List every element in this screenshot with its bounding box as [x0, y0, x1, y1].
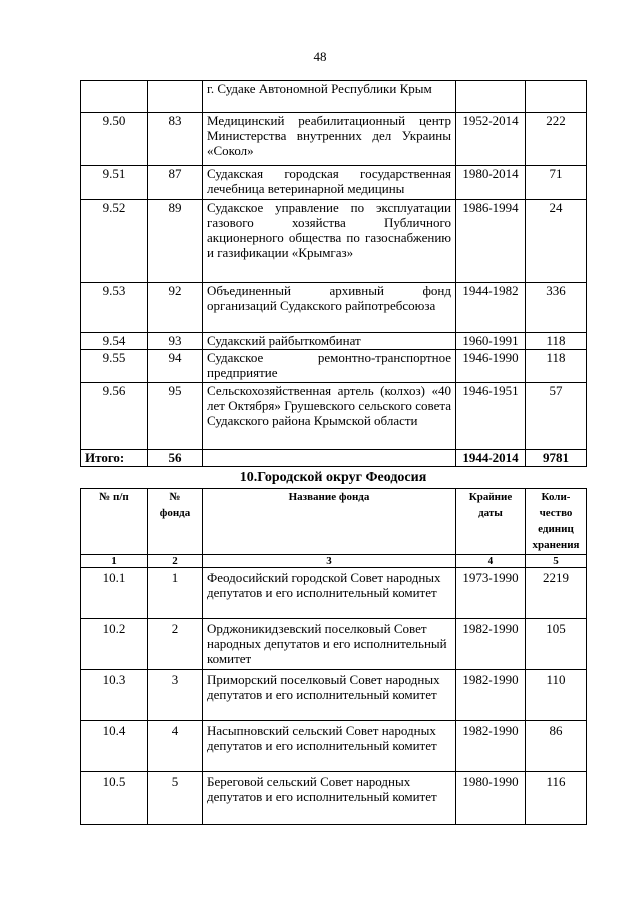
row-number-cell: 9.52	[81, 200, 148, 283]
dates-cell: 1986-1994	[456, 200, 526, 283]
count-cell: 222	[526, 113, 587, 166]
header-num: № п/п	[81, 489, 148, 555]
dates-cell: 1952-2014	[456, 113, 526, 166]
archive-table-sudak	[80, 80, 587, 467]
table-row	[81, 113, 587, 166]
fund-number-cell: 89	[148, 200, 203, 283]
dates-cell: 1946-1951	[456, 383, 526, 450]
total-dates-cell: 1944-2014	[456, 450, 526, 467]
row-number-cell: 9.53	[81, 283, 148, 333]
dates-cell: 1980-1990	[456, 772, 526, 825]
column-number: 2	[148, 555, 203, 568]
fund-name-cell: Судакская городская государственная лечебница ветеринарной медицины	[203, 166, 456, 200]
table-row	[81, 383, 587, 450]
column-number: 1	[81, 555, 148, 568]
header-fund: № фонда	[148, 489, 203, 555]
dates-cell: 1980-2014	[456, 166, 526, 200]
table-row	[81, 166, 587, 200]
dates-cell: 1982-1990	[456, 670, 526, 721]
fund-number-cell: 83	[148, 113, 203, 166]
total-fund-count-cell: 56	[148, 450, 203, 467]
table-row	[81, 619, 587, 670]
header-name: Название фонда	[203, 489, 456, 555]
table-row	[81, 772, 587, 825]
row-number-cell: 10.5	[81, 772, 148, 825]
count-cell: 118	[526, 350, 587, 383]
fund-number-cell: 95	[148, 383, 203, 450]
fund-number-cell: 87	[148, 166, 203, 200]
row-number-cell: 9.51	[81, 166, 148, 200]
fund-name-cell: Насыпновский сельский Совет народных депутатов и его исполнительный комитет	[203, 721, 456, 772]
table-row	[81, 670, 587, 721]
dates-cell: 1944-1982	[456, 283, 526, 333]
table-row-continued	[81, 81, 587, 113]
total-count-cell: 9781	[526, 450, 587, 467]
dates-cell: 1960-1991	[456, 333, 526, 350]
fund-number-cell: 4	[148, 721, 203, 772]
fund-name-cell: Орджоникидзевский поселковый Совет народных депутатов и его исполнительный комитет	[203, 619, 456, 670]
header-count: Коли- чество единиц хранения	[526, 489, 587, 555]
fund-number-cell: 2	[148, 619, 203, 670]
fund-name-cell: Береговой сельский Совет народных депутатов и его исполнительный комитет	[203, 772, 456, 825]
fund-number-cell: 92	[148, 283, 203, 333]
fund-name-cell: Судакский райбыткомбинат	[203, 333, 456, 350]
table-row	[81, 333, 587, 350]
dates-cell: 1946-1990	[456, 350, 526, 383]
column-number: 4	[456, 555, 526, 568]
fund-number-cell: 5	[148, 772, 203, 825]
count-cell: 118	[526, 333, 587, 350]
fund-number-cell: 93	[148, 333, 203, 350]
row-number-cell: 9.50	[81, 113, 148, 166]
column-number-row	[81, 555, 587, 568]
dates-cell: 1982-1990	[456, 619, 526, 670]
count-cell: 24	[526, 200, 587, 283]
fund-name-cell: Приморский поселковый Совет народных депутатов и его исполнительный комитет	[203, 670, 456, 721]
dates-cell: 1982-1990	[456, 721, 526, 772]
table-row	[81, 200, 587, 283]
row-number-cell: 9.56	[81, 383, 148, 450]
fund-name-cell: Феодосийский городской Совет народных депутатов и его исполнительный комитет	[203, 568, 456, 619]
dates-cell: 1973-1990	[456, 568, 526, 619]
header-dates: Крайние даты	[456, 489, 526, 555]
count-cell: 86	[526, 721, 587, 772]
table-row	[81, 350, 587, 383]
count-cell: 116	[526, 772, 587, 825]
column-number: 5	[526, 555, 587, 568]
count-cell: 110	[526, 670, 587, 721]
row-number-cell: 10.2	[81, 619, 148, 670]
fund-number-cell: 3	[148, 670, 203, 721]
fund-name-cell: Объединенный архивный фонд организаций Судакского райпотребсоюза	[203, 283, 456, 333]
total-label-cell: Итого:	[81, 450, 148, 467]
count-cell: 71	[526, 166, 587, 200]
fund-number-cell: 94	[148, 350, 203, 383]
archive-table-feodosia	[80, 488, 587, 825]
fund-name-cell: Судакское управление по эксплуатации газового хозяйства Публичного акционерного общества по газоснабжению и газификации «Крымгаз»	[203, 200, 456, 283]
table-row	[81, 568, 587, 619]
count-cell: 105	[526, 619, 587, 670]
page-number: 48	[313, 49, 327, 64]
fund-number-cell: 1	[148, 568, 203, 619]
fund-name-cell: Судакское ремонтно-транспортное предприятие	[203, 350, 456, 383]
row-number-cell: 9.55	[81, 350, 148, 383]
table-row	[81, 721, 587, 772]
row-number-cell: 10.1	[81, 568, 148, 619]
count-cell: 336	[526, 283, 587, 333]
total-row	[81, 450, 587, 467]
fund-name-cell: Сельскохозяйственная артель (колхоз) «40 лет Октября» Грушевского сельского совета Судакского района Крымской области	[203, 383, 456, 450]
table-row	[81, 283, 587, 333]
table-header-row	[81, 489, 587, 555]
row-number-cell: 10.4	[81, 721, 148, 772]
section-title: 10.Городской округ Феодосия	[239, 470, 427, 485]
count-cell: 2219	[526, 568, 587, 619]
fund-name-cell: Медицинский реабилитационный центр Министерства внутренних дел Украины «Сокол»	[203, 113, 456, 166]
row-number-cell: 9.54	[81, 333, 148, 350]
column-number: 3	[203, 555, 456, 568]
count-cell: 57	[526, 383, 587, 450]
row-number-cell: 10.3	[81, 670, 148, 721]
fund-name-cell: г. Судаке Автономной Республики Крым	[203, 81, 456, 113]
